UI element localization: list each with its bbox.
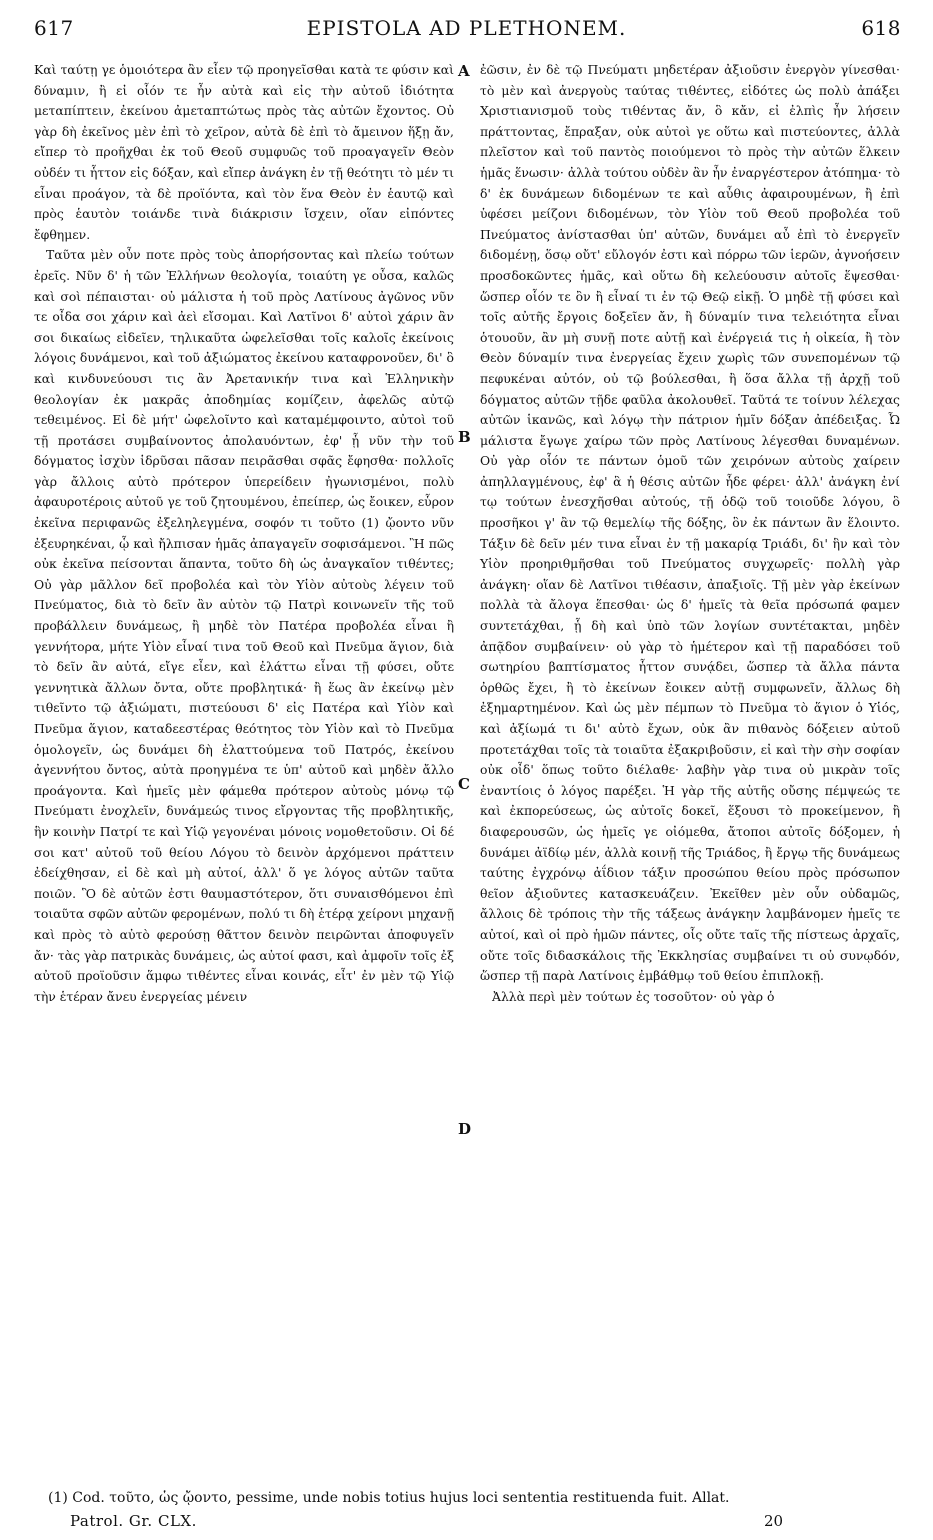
paragraph: Ταῦτα μὲν οὖν ποτε πρὸς τοὺς ἀπορήσοντας καὶ πλείω τούτων ἐρεῖς. Νῦν δ' ἡ τῶν Ἑλλήνων θεολογία, τοιαύτη γε οὖσα, καλῶς καὶ σοὶ πέπαισται· οὐ μάλιστα ἡ τοῦ πρὸς Λατίνους ἀγῶνος νῦν τε οἶδα σοι χάριν καὶ ἀεὶ εἴσομαι. Καὶ Λατῖνοι δ' αὐτοὶ χάριν ἂν σοι δικαίως εἰδεῖεν, τηλικαῦτα ὠφελεῖσθαι τοῖς καλοῖς ἐκείνοις λόγοις δυνάμενοι, καὶ τοῦ ἀξιώματος ἐκείνου καταφρονοῦεν, δι' ὃ καὶ κινδυνεύουσι τις ἂν Ἀρετανικήν τινα καὶ Ἑλληνικὴν θεολογίαν ἐκ μακρᾶς ἀποδημίας κομίζειν, ἀφελῶς αὐτῷ τεθειμένος. Εἰ δὲ μήτ' ὠφελοῖντο καὶ καταμέμφοιντο, αὐτοὶ τοῦ τῇ προτάσει συμβαίνοντος ἀπολαυόντων, ἐφ' ᾗ νῦν τὴν τοῦ δόγματος ἰσχὺν ἱδρῦσαι πᾶσαν πειρᾶσθαι σφᾶς ἔφησθα· πολλοῖς γὰρ ἄλλοις αὐτὸ πρότερον ὑπερείδειν ἠγωνισμένοι, πολὺ ἀφαυροτέροις αὐτοῦ γε τοῦ ζητουμένου, ἐπείπερ, ὡς ἔοικεν, εὗρον ἐκεῖνα περιφανῶς ἐξεληλεγμένα, σοφόν τι τοῦτο (1) ᾤοντο νῦν ἐξευρηκέναι, ᾧ καὶ ἤλπισαν ἡμᾶς ἀπαγαγεῖν σοφισάμενοι. Ἢ πῶς οὐκ ἐκεῖνα πείσονται ἅπαντα, τοῦτο δὴ ὡς ἀναγκαῖον τιθέντες; Οὐ γὰρ μᾶλλον δεῖ προβολέα καὶ τὸν Υἱὸν αὐτοὺς λέγειν τοῦ Πνεύματος, διὰ τὸ δεῖν ἂν αὐτὸν τῷ Πατρὶ κοινωνεῖν τῆς τοῦ προβάλλειν δυνάμεως, ἢ μηδὲ τὸν Πατέρα προβολέα εἶναι ἢ γεννήτορα, μήτε Υἱὸν εἶναί τινα τοῦ Θεοῦ καὶ Πνεῦμα ἅγιον, διὰ τὸ δεῖν ἂν αὐτά, εἴγε εἶεν, καὶ ἐλάττω εἶναι τῇ φύσει, οὔτε γεννητικὰ ἄλλων ὄντα, οὔτε προβλητικά· ἢ ἕως ἂν ἐκείνῳ μὲν τιθεῖντο τῷ ἀξιώματι, πιστεύουσι δ' εἰς Πατέρα καὶ Υἱὸν καὶ Πνεῦμα ἅγιον, καταδεεστέρας θεότητος τὸν Υἱὸν καὶ τὸ Πνεῦμα ὁμολογεῖν, ὡς δυνάμει δὴ ἐλαττούμενα τοῦ Πατρός, ἐκείνου ἀγεννήτου ὄντος, αὐτὰ προηγμένα τε ὑπ' αὐτοῦ καὶ μηδὲν ἄλλο προάγοντα. Καὶ ἡμεῖς μὲν φάμεθα πρότερον αὐτοὺς μόνῳ τῷ Πνεύματι ἐνοχλεῖν, δυνάμεώς τινος εἴργοντας τῆς προβλητικῆς, ἣν κοινὴν Πατρί τε καὶ Υἱῷ γεγονέναι μόνοις νομοθετοῦσιν. Οἱ δέ σοι κατ' αὐτοῦ τοῦ θείου Λόγου τὸ δεινὸν ἀρχόμενοι πράττειν ἐδείχθησαν, εἰ δὲ καὶ μὴ αὐτοί, ἀλλ' ὅ γε λόγος αὐτῶν ταῦτα ποιῶν. Ὃ δὲ αὐτῶν ἐστι θαυμαστότερον, ὅτι συναισθόμενοι ἐπὶ τοιαῦτα σφῶν αὐτῶν φερομένων, πολύ τι δὴ ἑτέρᾳ χείρονι μηχανῇ καὶ πρὸς τὸ αὐτὸ φερούσῃ θᾶττον δεινὸν πειρῶνται ἀποφυγεῖν ἄν· τὰς γὰρ πατρικὰς δυνάμεις, ὡς αὐτοί φασι, καὶ ἀμφοῖν τοῖς ἐξ αὐτοῦ προϊοῦσιν ἅμφω τιθέντες εἶναι κοινάς, εἶτ' ἐν μὲν τῷ Υἱῷ τὴν ἑτέραν ἄνευ ἐνεργείας μένειν: [34, 247, 454, 1004]
paragraph: Καὶ ταύτῃ γε ὁμοιότερα ἂν εἶεν τῷ προηγεῖσθαι κατὰ τε φύσιν καὶ δύναμιν, ἢ εἰ οἷόν τε ἦν αὐτὰ καὶ εἰς τὴν αὐτοῦ ἰδιότητα μεταπίπτειν, ἐκείνου ἀμεταπτώτως πρὸς τὰς αὐτῶν ἔχοντος. Οὐ γὰρ δὴ ἐκεῖνος μὲν ἐπὶ τὸ χεῖρον, αὐτὰ δὲ ἐπὶ τὸ ἄμεινον ἥξῃ ἄν, εἴπερ τὸ προῆχθαι ἐκ τοῦ Θεοῦ συμφυῶς τοῦ προαγαγεῖν Θεὸν οὐδέν τι ἧττον εἰς δόξαν, καὶ εἴπερ ἀνάγκη ἐν τῇ θεότητι τὸ μέν τι εἶναι προάγον, τὰ δὲ προϊόντα, καὶ τὸν ἕνα Θεὸν ἐν ἑαυτῷ καὶ πρὸς ἑαυτὸν τοιάνδε τινὰ διάκρισιν ἴσχειν, οἵαν εἰπόντες ἔφθημεν.: [34, 62, 454, 242]
signature-mark: Patrol. Gr. CLX.: [70, 1512, 197, 1530]
margin-letter-d: D: [458, 1120, 472, 1138]
paragraph: Ἀλλὰ περὶ μὲν τούτων ἐς τοσοῦτον· οὐ γὰρ ὁ: [492, 988, 775, 1004]
signature-number: 20: [764, 1512, 784, 1530]
margin-letter-a: A: [458, 62, 470, 80]
margin-letter-c: C: [458, 775, 470, 793]
right-column: [480, 60, 900, 1007]
footnote: (1) Cod. τοῦτο, ὡς ᾤοντο, pessime, unde nobis totius hujus loci sententia restituenda fuit. Allat.: [48, 1490, 730, 1506]
page-number-right: 618: [861, 16, 901, 40]
footnote-area: [34, 1490, 899, 1506]
page-number-left: 617: [34, 16, 74, 40]
left-column: [34, 60, 454, 1007]
paragraph: ἐῶσιν, ἐν δὲ τῷ Πνεύματι μηδετέραν ἀξιοῦσιν ἐνεργὸν γίνεσθαι· τὸ μὲν καὶ ἀνεργοὺς ταύτας τιθέντες, εἰδότες ὡς πολὺ ἀπάξει Χριστιανισμοῦ τοὺς τιθέντας ἄν, ὃ κἄν, εἰ ἐλπὶς ἦν λήσειν πράττοντας, ἔπραξαν, οὐκ αὐτοὶ γε οὕτω καὶ πιστεύοντες, ἀλλὰ πλεῖστον καὶ τοῦ παντὸς ποιούμενοι τὸ πρὸς τὴν αὐτῶν ἕλκειν ἡμᾶς ἕνωσιν· ἀλλὰ τούτου οὐδὲν ἂν ἦν ἐναργέστερον ἀτόπημα· τὸ δ' ἐκ δυνάμεων διδομένων τε καὶ αὖθις ἀφαιρουμένων, ἢ ἐπὶ ὑφέσει μείζονι διδομένων, τὸν Υἱὸν τοῦ Θεοῦ προβολέα τοῦ Πνεύματος ἀνίστασθαι ὑπ' αὐτῶν, δυνάμει αὖ ἐπὶ τὸ ἐνεργεῖν διδομένῃ, ὅσῳ οὔτ' εὔλογόν ἐστι καὶ πόρρω τῶν ἱερῶν, ἀγνοήσειν προσδοκῶντες ἡμᾶς, καὶ οὕτω δὴ κελεύουσιν αὐτοῖς ἕψεσθαι· ὥσπερ οἷόν τε ὂν ἢ εἶναί τι ἐν τῷ Θεῷ εἰκῇ. Ὁ μηδὲ τῇ φύσει καὶ τοῖς αὐτῆς ἔργοις δοξεῖεν ἄν, ἢ δύναμίν τινα τελειότητα εἶναι ὁτουοῦν, ἂν μὴ συνῇ ποτε αὐτῇ καὶ ἐνέργειά τις ἡ οἰκεία, ἢ τὸν Θεὸν δύναμίν τινα ἐνεργείας ἔχειν χωρὶς τῶν συνεπομένων τῷ πεφυκέναι αὐτόν, οὐ τῷ βούλεσθαι, ἢ ὅσα ἄλλα τῇ ἀρχῇ τοῦ δόγματος αὐτῶν τῇδε φαῦλα ἀκολουθεῖ. Ταῦτά τε τοίνυν λέλεχας αὐτῶν ἱκανῶς, καὶ λόγῳ τὴν πάτριον ἡμῖν δόξαν ἀπέδειξας. Ὦ μάλιστα ἔγωγε χαίρω τῶν πρὸς Λατίνους λέγεσθαι δυναμένων. Οὐ γὰρ οἷόν τε πάντων ὁμοῦ τῶν χειρόνων αὐτοὺς χαίρειν ἀπηλλαγμένους, ἐφ' ἃ ἡ θέσις αὐτῶν ἧδε φέρει· ἀλλ' ἀνάγκη ἐνί τῳ τούτων ἐνεσχῆσθαι αὐτούς, τῇ ὁδῷ τοῦ τοιοῦδε λόγου, ὃ προσῆκοι γ' ἂν τῷ θεμελίῳ τῆς δόξης, ὃν ἐκ πάντων ἂν ἕλοιντο. Τάξιν δὲ δεῖν μέν τινα εἶναι ἐν τῇ μακαρίᾳ Τριάδι, δι' ἣν καὶ τὸν Υἱὸν προηριθμῆσθαι τοῦ Πνεύματος συγχωρεῖς· πολλὴ γὰρ ἀνάγκη· οἵαν δὲ Λατῖνοι τιθέασιν, ἀπαξιοῖς. Τῇ μὲν γὰρ ἐκείνων πολλὰ τὰ ἄλογα ἕπεσθαι· ὡς δ' ἡμεῖς τὰ θεῖα πρόσωπά φαμεν συντετάχθαι, ᾗ δὴ καὶ ὑπὸ τῶν λογίων συντέτακται, μηδὲν ἀπᾷδον συμβαίνειν· οὐ γὰρ τὸ ἡμέτερον καὶ τῇ παραδόσει τοῦ σωτηρίου βαπτίσματος ἧττον συνᾴδει, ὥσπερ τὰ ἄλλα πάντα ὀρθῶς ἔχει, ἢ τὸ ἐκείνων ἔοικεν αὐτῇ συμφωνεῖν, ἄλλως δὴ ἐξημαρτημένον. Καὶ ὡς μὲν πέμπων τὸ Πνεῦμα τὸ ἅγιον ὁ Υἱός, καὶ ἀξίωμά τι δι' αὐτὸ ἔχων, οὐκ ἂν πιθανὸς δόξειεν αὐτοῦ προτετάχθαι τοῖς τὰ τοιαῦτα ἐξακριβοῦσιν, εἰ καὶ τὴν σὴν σοφίαν οὐκ οἶδ' ὅπως τοῦτο διέλαθε· λαβὴν γὰρ τινα οὐ μικρὰν τοῖς ἐναντίοις ὁ λόγος παρέξει. Ἡ γὰρ τῆς αὐτῆς οὔσης πέμψεώς τε καὶ ἐκπορεύσεως, ὡς αὐτοῖς δοκεῖ, ἕξουσι τὸ προκείμενον, ἢ διαφερουσῶν, ὡς ἡμεῖς γε οἰόμεθα, ἄτοποι αὐτοῖς δόξομεν, ἡ δυνάμει ἀϊδίῳ μέν, ἀλλὰ κοινῇ τῆς Τριάδος, ἢ ἔργῳ τῆς δυνάμεως ταύτης ἐγχρόνῳ ἀΐδιον τάξιν προσώπου θείου πρὸς πρόσωπον θεῖον ἀξιοῦντες κατασκευάζειν. Ἐκεῖθεν μὲν οὖν οὐδαμῶς, ἄλλοις δὲ τρόποις τὴν τῆς τάξεως ἀνάγκην λαμβάνομεν ἡμεῖς τε αὐτοί, καὶ οἱ πρὸ ἡμῶν πάντες, οἷς οὔτε ταῖς τῆς πίστεως ἀρχαῖς, οὔτε τοῖς διδασκάλοις τῆς Ἐκκλησίας συμβαίνει τι οὐ συνῳδόν, ὥσπερ τῇ παρὰ Λατίνοις ἐμβάθμῳ τοῦ θείου ἐπιπλοκῇ.: [480, 62, 900, 984]
margin-letter-b: B: [458, 428, 471, 446]
running-title: EPISTOLA AD PLETHONEM.: [306, 16, 627, 40]
